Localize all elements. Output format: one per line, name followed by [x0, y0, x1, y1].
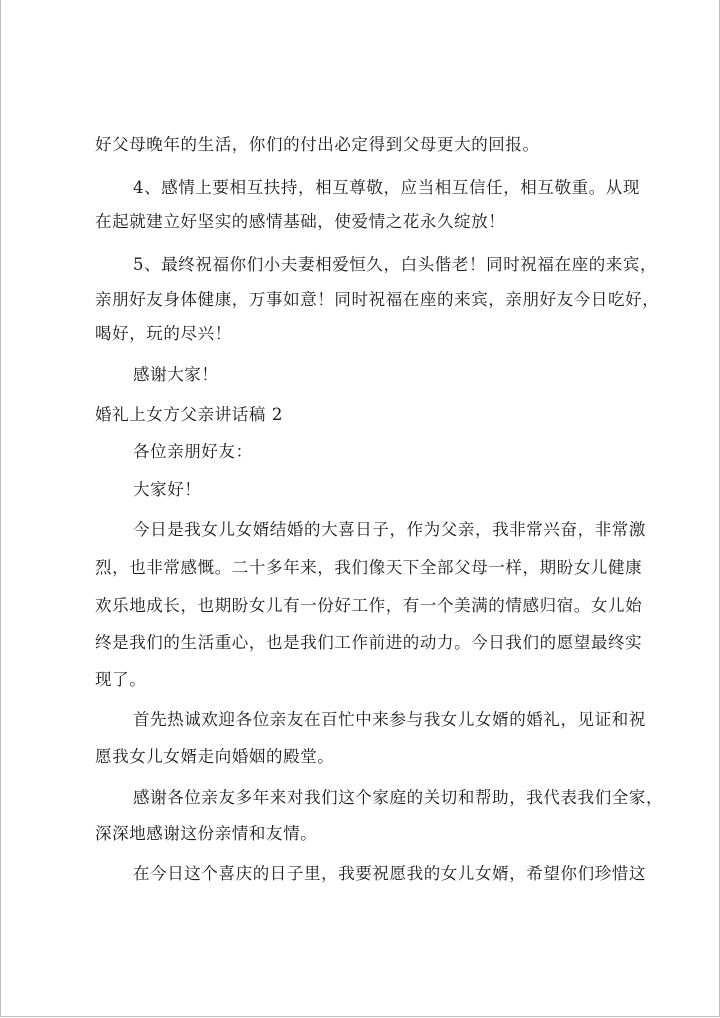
- text-line: 深深地感谢这份亲情和友情。: [95, 824, 318, 843]
- text-line: 现了。: [95, 670, 147, 689]
- text-line: 在今日这个喜庆的日子里，我要祝愿我的女儿女婿，希望你们珍惜这: [133, 864, 646, 883]
- text-line: 愿我女儿女婿走向婚姻的殿堂。: [95, 747, 335, 766]
- section-heading: 婚礼上女方父亲讲话稿 2: [95, 405, 283, 424]
- text-line: 终是我们的生活重心，也是我们工作前进的动力。今日我们的愿望最终实: [95, 633, 643, 652]
- text-line: 好父母晚年的生活，你们的付出必定得到父母更大的回报。: [95, 135, 540, 154]
- salutation: 各位亲朋好友：: [133, 442, 253, 461]
- text-line: 烈，也非常感慨。二十多年来，我们像天下全部父母一样，期盼女儿健康: [95, 558, 643, 577]
- text-line: 亲朋好友身体健康，万事如意！同时祝福在座的来宾，亲朋好友今日吃好，: [95, 290, 660, 309]
- text-line: 喝好，玩的尽兴！: [95, 324, 232, 343]
- text-line: 5、最终祝福你们小夫妻相爱恒久，白头偕老！同时祝福在座的来宾，: [133, 255, 658, 274]
- text-line: 欢乐地成长，也期盼女儿有一份好工作，有一个美满的情感归宿。女儿始: [95, 596, 643, 615]
- text-line: 首先热诚欢迎各位亲友在百忙中来参与我女儿女婿的婚礼，见证和祝: [133, 710, 646, 729]
- text-line: 感谢大家！: [133, 365, 219, 384]
- text-line: 4、感情上要相互扶持，相互尊敬，应当相互信任，相互敬重。从现: [133, 178, 640, 197]
- text-line: 今日是我女儿女婿结婚的大喜日子，作为父亲，我非常兴奋，非常激: [133, 520, 646, 539]
- text-line: 感谢各位亲友多年来对我们这个家庭的关切和帮助，我代表我们全家，: [133, 788, 664, 807]
- text-line: 在起就建立好坚实的感情基础，使爱情之花永久绽放！: [95, 212, 506, 231]
- greeting: 大家好！: [133, 480, 202, 499]
